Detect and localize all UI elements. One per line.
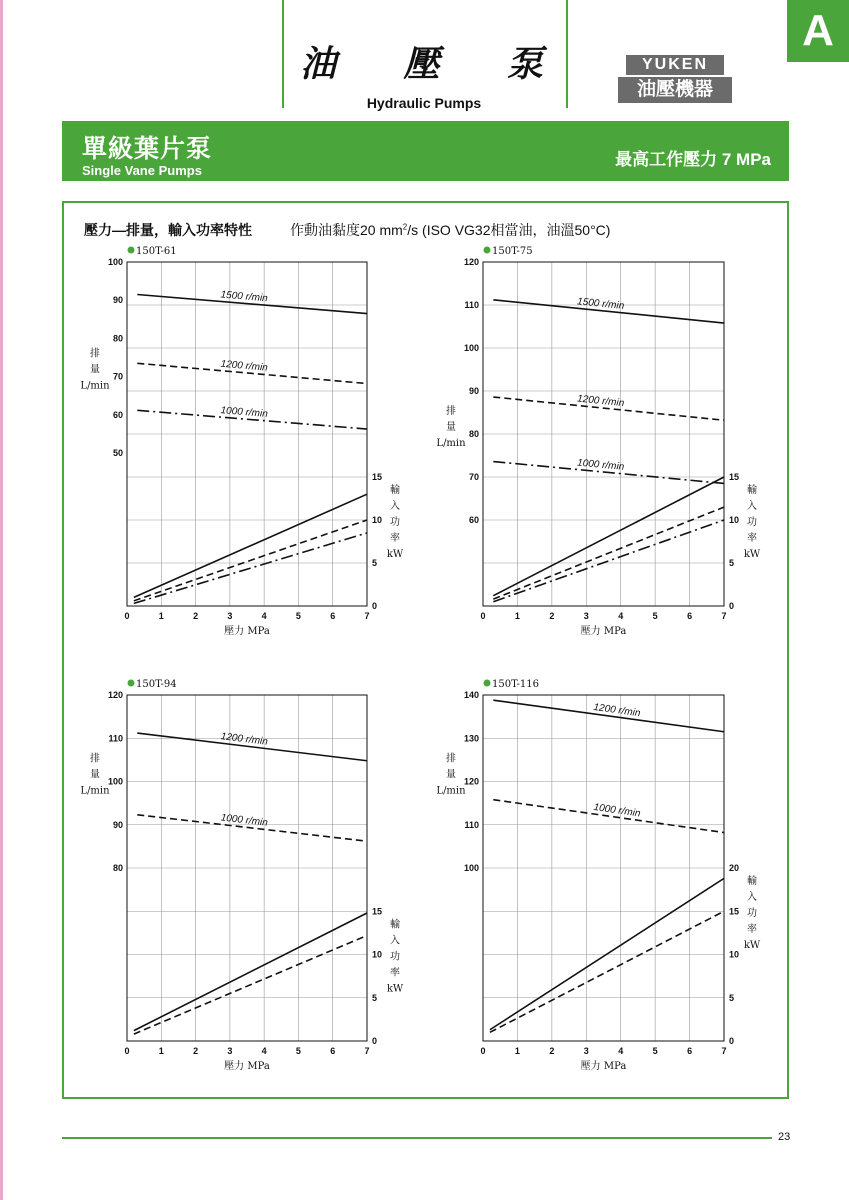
power-curve-dashed — [490, 911, 724, 1032]
right-tick-label: 5 — [372, 992, 378, 1003]
left-tick-label: 140 — [463, 690, 479, 700]
left-tick-label: 50 — [112, 448, 123, 459]
left-tick-label: 100 — [463, 863, 479, 873]
chart-150T-116 — [436, 679, 760, 1072]
right-axis-label: 功 — [390, 517, 400, 528]
power-curve-dashed — [134, 520, 367, 601]
left-tick-label: 100 — [107, 257, 123, 267]
x-axis-label: 壓力 MPa — [580, 1061, 627, 1072]
page-title-english: Hydraulic Pumps — [366, 95, 482, 111]
series-label: 1500 r/min — [576, 296, 625, 312]
logo-brand: YUKEN — [626, 55, 724, 75]
right-tick-label: 0 — [372, 1036, 378, 1046]
chart-model-label: 150T-61 — [136, 246, 177, 257]
series-label: 1200 r/min — [220, 731, 269, 748]
left-tick-label: 60 — [468, 515, 479, 525]
x-tick-label: 3 — [583, 1046, 589, 1056]
left-tick-label: 110 — [108, 733, 123, 744]
right-tick-label: 15 — [729, 906, 740, 917]
panel-heading: 壓力—排量，輸入功率特性 — [84, 222, 252, 238]
power-curve-solid — [134, 494, 367, 597]
right-axis-label: 功 — [390, 951, 400, 963]
power-curve-solid — [134, 913, 367, 1031]
x-tick-label: 0 — [124, 611, 130, 621]
left-tick-label: 100 — [463, 343, 479, 353]
footer-rule — [62, 1137, 772, 1139]
x-axis-label: 壓力 MPa — [224, 1061, 270, 1072]
right-tick-label: 10 — [372, 949, 383, 960]
right-axis-label: 率 — [390, 533, 400, 544]
chart-150T-61 — [80, 246, 403, 637]
left-tick-label: 110 — [464, 300, 479, 310]
right-axis-label: kW — [743, 940, 761, 951]
x-tick-label: 6 — [330, 1046, 336, 1056]
x-tick-label: 7 — [364, 1046, 370, 1056]
x-tick-label: 3 — [583, 611, 589, 621]
right-axis-label: 入 — [390, 935, 400, 947]
x-tick-label: 2 — [549, 611, 555, 621]
right-tick-label: 15 — [372, 472, 383, 482]
chart-model-label: 150T-94 — [136, 679, 177, 690]
page-number: 23 — [778, 1131, 791, 1143]
series-label: 1200 r/min — [592, 701, 642, 720]
x-axis-label: 壓力 MPa — [580, 626, 627, 637]
right-tick-label: 10 — [372, 515, 383, 525]
model-bullet-icon — [128, 247, 135, 254]
x-tick-label: 1 — [158, 611, 164, 621]
series-label: 1000 r/min — [220, 812, 269, 829]
left-axis-label: L/min — [436, 785, 466, 797]
x-tick-label: 5 — [295, 1046, 301, 1056]
right-axis-label: 入 — [747, 501, 757, 512]
model-bullet-icon — [484, 680, 491, 687]
right-axis-label: 率 — [747, 533, 757, 544]
condition-tail: /s (ISO VG32相當油，油溫50°C) — [407, 222, 611, 238]
right-tick-label: 15 — [372, 906, 383, 917]
x-tick-label: 4 — [618, 611, 624, 621]
left-tick-label: 90 — [112, 819, 123, 830]
right-tick-label: 0 — [372, 601, 378, 611]
left-tick-label: 90 — [112, 295, 123, 306]
left-tick-label: 90 — [468, 386, 479, 396]
left-axis-label: 量 — [446, 769, 456, 781]
x-tick-label: 4 — [618, 1046, 624, 1056]
x-tick-label: 2 — [193, 611, 199, 621]
chart-model-label: 150T-116 — [492, 679, 539, 690]
left-axis-label: 量 — [90, 364, 100, 376]
right-axis-label: 入 — [390, 501, 400, 512]
banner-title: 單級葉片泵 — [82, 135, 213, 163]
title-char: 泵 — [506, 43, 545, 85]
power-curve-dashdot — [134, 533, 367, 604]
right-tick-label: 10 — [729, 515, 740, 525]
series-label: 1200 r/min — [576, 393, 625, 410]
x-axis-label: 壓力 MPa — [224, 626, 270, 637]
x-tick-label: 5 — [652, 611, 658, 621]
x-tick-label: 2 — [193, 1046, 199, 1056]
series-label: 1000 r/min — [592, 801, 642, 820]
left-tick-label: 80 — [112, 863, 123, 873]
left-axis-label: 排 — [90, 348, 100, 360]
x-tick-label: 7 — [364, 611, 370, 621]
left-axis-label: L/min — [436, 438, 466, 449]
right-tick-label: 5 — [729, 558, 735, 568]
right-tick-label: 15 — [729, 472, 740, 482]
left-tick-label: 70 — [112, 371, 123, 382]
chart-150T-94 — [80, 679, 403, 1072]
right-tick-label: 10 — [729, 949, 740, 960]
right-axis-label: 功 — [747, 908, 757, 919]
x-tick-label: 6 — [687, 611, 693, 621]
x-tick-label: 3 — [227, 1046, 233, 1056]
left-tick-label: 110 — [464, 819, 479, 830]
left-tick-label: 120 — [463, 257, 479, 267]
left-tick-label: 80 — [468, 429, 479, 439]
left-tick-label: 100 — [107, 776, 123, 787]
left-axis-label: 量 — [446, 422, 456, 433]
x-tick-label: 6 — [330, 611, 336, 621]
left-tick-label: 120 — [463, 776, 479, 787]
condition-main: 作動油黏度20 mm — [290, 222, 403, 238]
left-axis-label: L/min — [80, 380, 110, 392]
series-label: 1500 r/min — [220, 289, 269, 305]
left-axis-label: L/min — [80, 785, 110, 797]
x-tick-label: 3 — [227, 611, 233, 621]
x-tick-label: 0 — [480, 611, 486, 621]
model-bullet-icon — [128, 680, 135, 687]
x-tick-label: 5 — [295, 611, 301, 621]
left-tick-label: 80 — [112, 333, 123, 344]
chart-model-label: 150T-75 — [492, 246, 533, 257]
x-tick-label: 1 — [158, 1046, 164, 1056]
left-tick-label: 130 — [463, 733, 479, 744]
right-axis-label: 輸 — [747, 485, 757, 496]
right-axis-label: kW — [386, 983, 404, 995]
right-axis-label: 輸 — [747, 876, 757, 887]
x-tick-label: 4 — [261, 1046, 267, 1056]
right-tick-label: 0 — [729, 601, 735, 611]
x-tick-label: 1 — [514, 1046, 520, 1056]
section-badge: A — [787, 0, 849, 62]
series-label: 1000 r/min — [576, 457, 625, 473]
right-tick-label: 20 — [729, 863, 740, 873]
right-axis-label: 輸 — [390, 919, 400, 931]
condition-superscript: 2 — [402, 222, 408, 232]
right-axis-label: 入 — [747, 892, 757, 903]
x-tick-label: 0 — [480, 1046, 486, 1056]
left-axis-label: 排 — [90, 753, 100, 765]
x-tick-label: 7 — [721, 1046, 727, 1056]
power-curve-solid — [490, 878, 724, 1029]
right-axis-label: 功 — [747, 517, 757, 528]
right-axis-label: kW — [743, 549, 761, 560]
right-axis-label: 率 — [747, 924, 757, 935]
left-axis-label: 量 — [90, 769, 100, 781]
model-bullet-icon — [484, 247, 491, 254]
logo-subtitle: 油壓機器 — [618, 77, 732, 103]
x-tick-label: 7 — [721, 611, 727, 621]
x-tick-label: 6 — [687, 1046, 693, 1056]
right-axis-label: 輸 — [390, 485, 400, 496]
right-axis-label: 率 — [390, 967, 400, 979]
chart-150T-75 — [436, 246, 760, 637]
left-tick-label: 70 — [468, 472, 479, 482]
left-tick-label: 120 — [107, 690, 123, 700]
x-tick-label: 5 — [652, 1046, 658, 1056]
series-label: 1000 r/min — [220, 405, 269, 420]
max-pressure-label: 最高工作壓力 7 MPa — [615, 150, 771, 169]
series-label: 1200 r/min — [220, 358, 269, 374]
x-tick-label: 0 — [124, 1046, 130, 1056]
title-char: 壓 — [403, 43, 442, 85]
left-axis-label: 排 — [446, 753, 456, 765]
right-tick-label: 5 — [729, 992, 735, 1003]
left-tick-label: 60 — [112, 409, 123, 420]
right-tick-label: 0 — [729, 1036, 735, 1046]
right-axis-label: kW — [386, 549, 404, 560]
banner-subtitle: Single Vane Pumps — [82, 163, 202, 178]
x-tick-label: 4 — [261, 611, 267, 621]
title-char: 油 — [300, 43, 339, 85]
left-axis-label: 排 — [446, 406, 456, 417]
x-tick-label: 2 — [549, 1046, 555, 1056]
power-curve-dashed — [134, 935, 367, 1034]
right-tick-label: 5 — [372, 558, 378, 568]
x-tick-label: 1 — [514, 611, 520, 621]
